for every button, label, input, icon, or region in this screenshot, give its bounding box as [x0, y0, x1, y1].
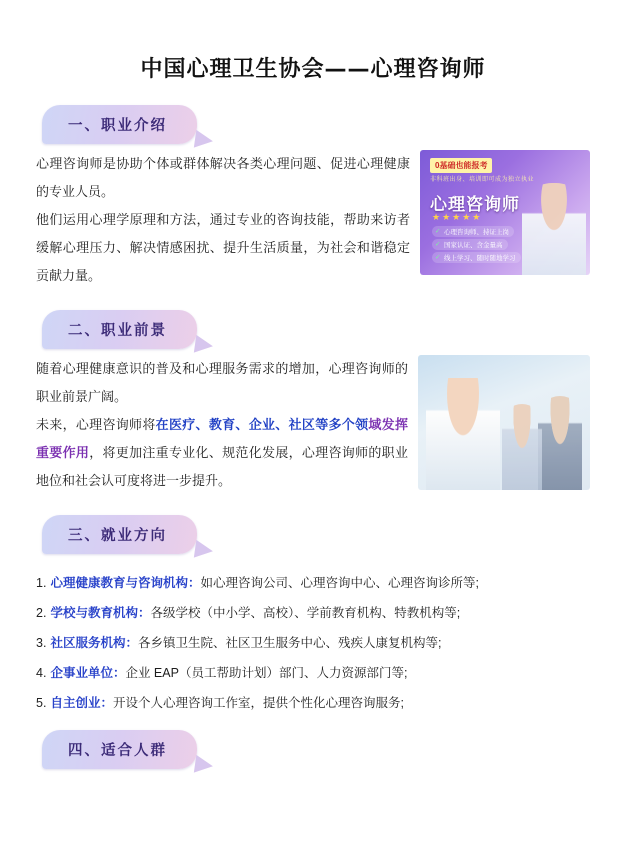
- list-item-key: 社区服务机构：: [50, 636, 138, 650]
- section-suitable-people: [36, 730, 590, 775]
- list-item-number: 5.: [36, 696, 47, 710]
- list-item: [36, 658, 590, 688]
- section-2-paragraph-2: [36, 411, 408, 495]
- list-item-text: 开设个人心理咨询工作室，提供个性化心理咨询服务;: [112, 696, 404, 710]
- list-item-number: 2.: [36, 606, 47, 620]
- spacer-1: [36, 294, 590, 310]
- list-item-key: 学校与教育机构：: [50, 606, 151, 620]
- section-1-paragraph-2: 他们运用心理学原理和方法，通过专业的咨询技能，帮助来访者缓解心理压力、解决情感困扰、提升生活质量，为社会和谐稳定贡献力量。: [36, 212, 410, 283]
- list-item-text: 如心理咨询公司、心理咨询中心、心理咨询诊所等;: [200, 576, 479, 590]
- list-item: [36, 598, 590, 628]
- list-item-key: 企事业单位：: [50, 666, 126, 680]
- section-1-text: [36, 150, 410, 290]
- consult-figure-back: [538, 396, 582, 490]
- list-item-text: 企业 EAP（员工帮助计划）部门、人力资源部门等;: [125, 666, 408, 680]
- list-item-number: 1.: [36, 576, 47, 590]
- section-2-paragraph-1: 随着心理健康意识的普及和心理服务需求的增加，心理咨询师的职业前景广阔。: [36, 361, 408, 404]
- section-1-paragraph-1: 心理咨询师是协助个体或群体解决各类心理问题、促进心理健康的专业人员。: [36, 156, 410, 199]
- section-2-p2-highlight-blue: 在医疗、教育、企业、社区等多个领: [155, 417, 369, 432]
- poster-headline: 心理咨询师: [430, 195, 520, 214]
- poster-bullet-1: ✓ 心理咨询师、持证上岗: [432, 226, 514, 237]
- spacer-2: [36, 499, 590, 515]
- consult-figure-middle: [502, 404, 542, 490]
- consultation-image: [418, 355, 590, 490]
- section-employment-directions: [36, 515, 590, 718]
- list-item: [36, 688, 590, 718]
- section-2-p2-tail: ，将更加注重专业化、规范化发展，心理咨询师的职业地位和社会认可度将进一步提升。: [36, 445, 408, 488]
- list-item-text: 各乡镇卫生院、社区卫生服务中心、残疾人康复机构等;: [137, 636, 442, 650]
- list-item-number: 3.: [36, 636, 47, 650]
- poster-image: [420, 150, 590, 275]
- list-item-key: 心理健康教育与咨询机构：: [50, 576, 201, 590]
- poster-person-figure: [522, 183, 586, 275]
- poster-bullet-2: ✓ 国家认证、含金量高: [432, 239, 508, 250]
- list-item: [36, 628, 590, 658]
- section-3-heading: 三、就业方向: [42, 515, 197, 554]
- section-1-heading: 一、职业介绍: [42, 105, 197, 144]
- poster-subtitle: 非科班出身、培训即可成为独立执业: [430, 177, 535, 183]
- page-title: 中国心理卫生协会——心理咨询师: [140, 57, 486, 82]
- section-4-heading: 四、适合人群: [42, 730, 197, 769]
- spacer-3: [36, 722, 590, 730]
- section-2-body: [36, 355, 590, 495]
- poster-badge: 0基础也能报考: [430, 158, 492, 173]
- list-item-number: 4.: [36, 666, 47, 680]
- section-2-p2-lead: 未来，心理咨询师将: [36, 417, 156, 432]
- consult-figure-front: [426, 378, 500, 490]
- list-item-key: 自主创业：: [50, 696, 113, 710]
- section-2-heading-wrap: [36, 310, 590, 355]
- section-1-heading-wrap: [36, 105, 590, 150]
- section-2-text: [36, 355, 408, 495]
- section-career-prospects: [36, 310, 590, 495]
- section-career-intro: [36, 105, 590, 290]
- poster-bullet-3: ✓ 线上学习、随时随地学习: [432, 252, 521, 263]
- employment-list: [36, 568, 590, 718]
- section-4-heading-wrap: [36, 730, 590, 775]
- section-1-body: [36, 150, 590, 290]
- poster-stars: ★★★★★: [432, 212, 483, 222]
- list-item: [36, 568, 590, 598]
- section-3-heading-wrap: [36, 515, 590, 560]
- section-2-p2-highlight-purple: 域发挥重要作用: [36, 417, 408, 460]
- section-2-heading: 二、职业前景: [42, 310, 197, 349]
- list-item-text: 各级学校（中小学、高校）、学前教育机构、特教机构等;: [150, 606, 461, 620]
